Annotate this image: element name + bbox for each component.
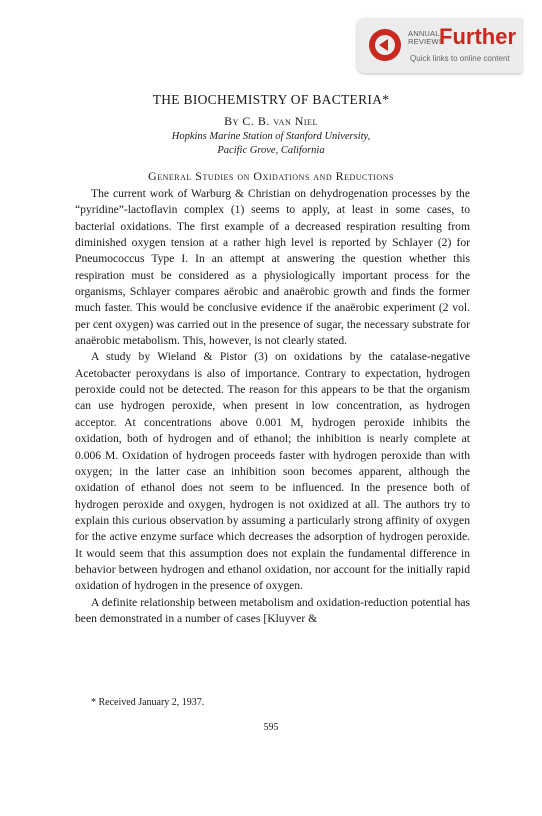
further-banner[interactable] bbox=[357, 18, 522, 73]
banner-further-label[interactable]: Further bbox=[439, 24, 516, 49]
body-paragraph: A study by Wieland & Pistor (3) on oxidations by the catalase-negative Acetobacter peroxydans is also of importance. Contrary to expectation, hydrogen peroxide could not be detected. The reason for this appears to be that the organism can use hydrogen peroxide, when present in low concentration, as hydrogen acceptor. At concentrations above 0.001 M, hydrogen peroxide inhibits the oxidation, both of hydrogen and of ethanol; the inhibition is nearly complete at 0.006 M. Oxidation of hydrogen proceeds faster with hydrogen peroxide than with oxygen; in the latter case an inhibition soon becomes apparent, although the oxidation of ethanol does not seem to be influenced. In the presence both of hydrogen peroxide and oxygen, hydrogen is not oxidized at all. The authors try to explain this curious observation by assuming a particularly strong affinity of oxygen for the active enzyme surface which decreases the adsorption of hydrogen peroxide. It would seem that this assumption does not explain the fundamental difference in behavior between hydrogen and ethanol oxidation, nor account for the initially rapid oxidation of hydrogen in the presence of oxygen. bbox=[75, 350, 470, 593]
footnote: * Received January 2, 1937. bbox=[91, 697, 205, 708]
body-paragraph: A definite relationship between metabolism and oxidation-reduction potential has been demonstrated in a number of cases [Kluyver & bbox=[75, 595, 470, 625]
article-title: THE BIOCHEMISTRY OF BACTERIA* bbox=[152, 92, 390, 107]
article-author: By C. B. van Niel bbox=[224, 114, 318, 128]
page-number: 595 bbox=[263, 722, 279, 733]
affiliation-line-2: Pacific Grove, California bbox=[217, 145, 325, 156]
section-heading: General Studies on Oxidations and Reductions bbox=[148, 169, 394, 183]
body-paragraph: The current work of Warburg & Christian on dehydrogenation processes by the “pyridine”-lactoflavin complex (1) seems to apply, at least in some cases, to bacterial oxidations. The first example of a decreased respiration resulting from diminished oxygen tension at a rather high level is reported by Schlayer (2) for Pneumococcus Type I. In an attempt at answering the question whether this respiration must be considered as a physiologically important process for the organisms, Schlayer compares aërobic and anaërobic growth and finds the former much faster. This would be conclusive evidence if the anaërobic experiment (2 vol. per cent oxygen) was carried out in the presence of sugar, the necessary substrate for anaërobic metabolism. This, however, is not clearly stated. bbox=[75, 187, 470, 348]
article-body bbox=[75, 186, 470, 627]
banner-annual-reviews-label: ANNUAL REVIEWS bbox=[408, 29, 444, 46]
banner-subtitle[interactable]: Quick links to online content bbox=[410, 54, 510, 63]
affiliation-line-1: Hopkins Marine Station of Stanford University, bbox=[171, 131, 371, 142]
annual-reviews-logo-icon bbox=[367, 27, 403, 63]
